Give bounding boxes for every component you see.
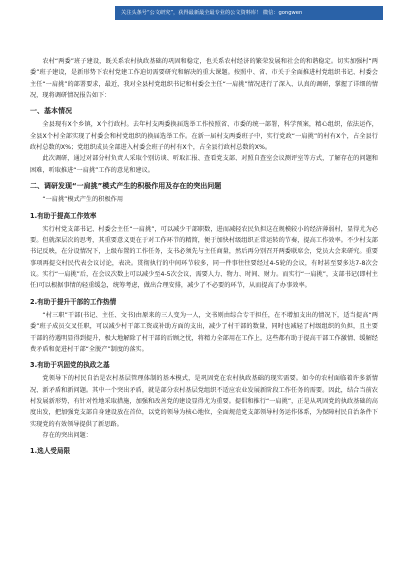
section-heading-2: 二、调研发现“一肩挑”模式产生的积极作用及存在的突出问题 xyxy=(30,181,222,190)
problems-label: 存在的突出问题： xyxy=(42,431,92,439)
document-body xyxy=(30,56,378,460)
section-heading-1: 一、基本情况 xyxy=(30,107,72,116)
heading-foundation: 3.有助于巩固党的执政之基 xyxy=(30,361,110,370)
paragraph-basic-1: 全县现有X个乡镇，X个行政村。去年村支两委换届选举工作按照省、市委的统一部署，科学预案，精心组织，依法运作，全县X个村全部实现了村委会和村党组织的换届选举工作。在新一届村支两委班子中，实行党政“一肩挑”的村有X个，占全县行政村总数的X%；党组织成员全部进入村委会班子的村有X个，占全县行政村总数的X%。 xyxy=(30,121,378,152)
heading-enthusiasm: 2.有助于提升干部的工作热情 xyxy=(30,297,117,306)
heading-selection: 1.选人受局限 xyxy=(30,447,71,456)
paragraph-foundation: 党领导下的村民自治是农村基层管理体制的基本模式，是巩固党在农村执政基础的现实需要。如今的农村面临着许多新情况、新矛盾和新问题。其中一个突出矛盾，就是部分农村基层党组织不适应农业发展新阶段工作任务的需要。因此，结合当前农村发展新形势，有针对性地采取措施，加强和改善党的建设显得尤为重要。提倡和推行“一肩挑”，正是从巩固党的执政基础的高度出发，把加强党支部自身建设放在首位，以党的领导为核心地位，全面规范党支部领导村务运作体系，为保障村民自治条件下实现党的有效领导提供了新思路。 xyxy=(30,375,378,428)
paragraph-basic-2: 此次调研，通过对部分村负责人采取个别访谈、听取汇报、查看党支部、对照自查室会议测评室等方式，了解存在的问题和困难，听取推进“一肩挑”工作的意见和建议。 xyxy=(30,155,378,174)
intro-paragraph: 农村“两委”班子建设，既关系农村执政基础的巩固和稳定，也关系农村经济的繁荣发展和社会的和谐稳定。切实加强村“两委”班子建设，是新形势下农村党建工作迫切需要研究和解决的重大课题。按照中、省、市关于全面推进村党组织书记、村委会主任“一肩挑”的部署要求，最近，我对全县村党组织书记和村委会主任“一肩挑”情况进行了深入、认真的调研，掌握了详细的情况，现将调研情况报告如下： xyxy=(30,58,378,99)
subsection-label: “一肩挑”模式产生的积极作用 xyxy=(42,196,124,204)
promo-banner: 关注头条号“公文研究”，获得最新最全最专业的公文资料库！ 微信：gongwen xyxy=(115,6,383,20)
paragraph-efficiency: 实行村党支部书记、村委会主任“一肩挑”，可以减少干部职数，进而减轻农民负担这在规模较小的经济薄弱村，显得尤为必要。但就深层次的思考，其重要意义更在于对工作环节的精简，便于加快村级组织正常运转的节奏，提高工作效率。不少村支部书记反映，在分设情况下，上级布置的工作任务，支书必须先与主任商量，然后再分别召开两委联席会，党员大会来研究。重要事项再提交村民代表会议讨论，表决。贯彻执行的中间环节较多，同一件事往往要经过4-5轮的会议，有时甚至要多达7-8次会议。实行“一肩挑”后，在会议次数上可以减少至4-5次会议，需要人力、物力、时间、财力。而实行“一肩挑”，支部书记(即村主任)可以根据事情的轻重缓急，统筹考虑，做出合理安排，减少了不必要的环节，从而提高了办事效率。 xyxy=(30,225,378,290)
paragraph-enthusiasm: “村三职”干部(书记、主任、文书)由原来的三人变为一人，文书则由综合专干担任，在不增加支出的情况下，适当提高“两委”班子成员交叉任职，可以减少村干部工资或补助方面的支出，减少了村干部的数量，同时也减轻了村级组织的负担，且主要干部的待遇明显得到提升，极大地解除了村干部的后顾之忧，将精力全部用在工作上，这些都有助于提高干部工作激情、缓解经费矛盾和促进村干部“全脱产”制度的落实。 xyxy=(30,311,378,353)
heading-efficiency: 1.有助于提高工作效率 xyxy=(30,211,97,220)
